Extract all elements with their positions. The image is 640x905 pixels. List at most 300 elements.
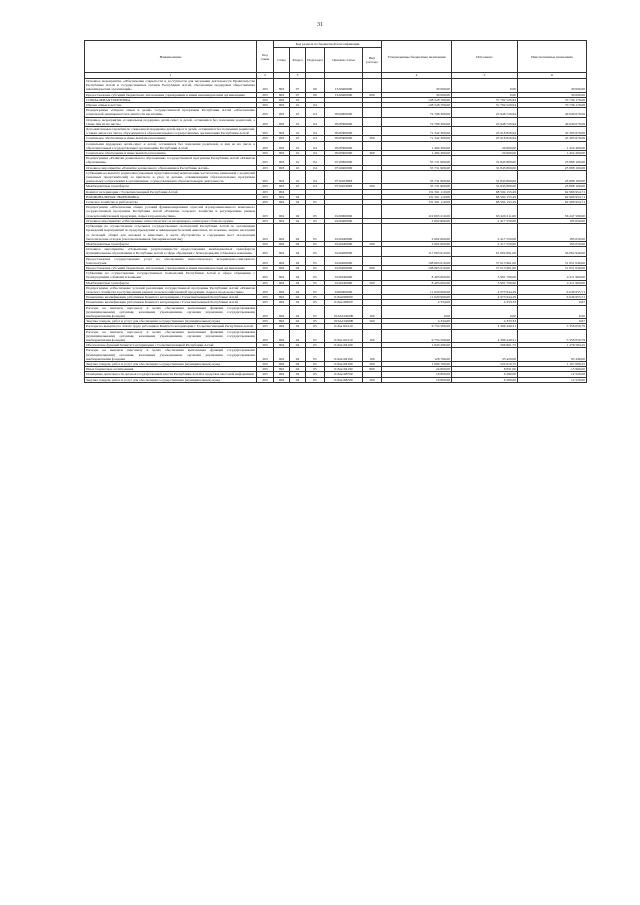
table-row — [85, 165, 587, 170]
row-rest-cell: 1 276 584,25 — [518, 343, 587, 348]
row-rest-cell: 1 454 400,00 — [518, 141, 587, 150]
row-name-cell: Основное мероприятие «Повышение результативности предоставления межбюджетных трансфертов муниципальным образованиям в Республике Алтай в сфере обращения с безнадзорными собаками и кошками» — [86, 247, 255, 256]
row-rest-cell: 185 050,00 — [518, 241, 587, 246]
row-ved-cell: 203 — [257, 265, 274, 270]
row-glava-cell: 904 — [274, 194, 290, 199]
row-plan-cell: 2 602 600,00 — [382, 241, 452, 246]
row-podrazdel-cell: 05 — [306, 348, 325, 362]
row-razdel-cell: 04 — [290, 205, 306, 219]
table-row — [85, 348, 587, 362]
row-ved-cell: 203 — [257, 271, 274, 280]
row-csr-cell: 016А10400В — [325, 319, 363, 324]
row-csr-cell: 0120200000 — [325, 265, 363, 270]
row-glava-cell: 904 — [274, 247, 290, 256]
row-csr-cell: 016А104190 — [325, 343, 363, 348]
row-name-cell: Основное мероприятие «Развитие дошкольного образования в Республике Алтай» — [85, 165, 257, 170]
row-glava-cell: 903 — [274, 184, 290, 189]
row-plan-cell: 2 602 600,00 — [382, 224, 452, 242]
row-vr-cell: 600 — [363, 92, 382, 97]
row-ved-cell: 203 — [257, 241, 274, 246]
header-rest: Неисполненные назначения — [518, 41, 587, 73]
row-podrazdel-cell: 05 — [306, 224, 325, 242]
row-csr-cell: 0520300000 — [325, 141, 363, 150]
table-row — [85, 156, 587, 165]
row-glava-cell: 904 — [274, 329, 290, 343]
row-name-cell: Основное мероприятие «Обеспечение эпизоотического и ветеринарно-санитарного благополучия» — [85, 218, 257, 223]
index-cell: 5 — [452, 73, 518, 79]
row-csr-cell: 0120000000 — [325, 205, 363, 219]
row-podrazdel-cell: 05 — [306, 200, 325, 205]
row-name-cell: Дополнительные гарантии по социальной поддержке детей-сирот и детей, оставшихся без попечения родителей, а также лиц из их числа, обучающихся в образовательных государственных организациях Республики Алтай — [86, 127, 255, 136]
row-ved-cell: 203 — [257, 205, 274, 219]
row-rest-cell: 45 393 679,06 — [518, 127, 587, 136]
row-rest-cell: 45 393 679,06 — [518, 136, 587, 141]
row-vr-cell: 200 — [363, 319, 382, 324]
header-fact: Исполнено — [452, 41, 518, 73]
row-razdel-cell: 10 — [290, 108, 306, 117]
row-rest-cell: 51 651 049,00 — [518, 256, 587, 265]
row-plan-cell: 9 754 500,00 — [382, 324, 452, 329]
row-glava-cell: 904 — [274, 343, 290, 348]
row-razdel-cell: 10 — [290, 103, 306, 108]
row-rest-cell: 23 888 100,00 — [518, 170, 587, 184]
row-glava-cell: 904 — [274, 241, 290, 246]
row-ved-cell: 203 — [257, 224, 274, 242]
row-csr-cell: 0520300000 — [325, 136, 363, 141]
row-razdel-cell: 04 — [290, 200, 306, 205]
row-fact-cell: 566 861,75 — [452, 343, 518, 348]
row-razdel-cell: 04 — [290, 218, 306, 223]
row-name-cell: Охрана семьи и детства — [85, 103, 257, 108]
row-name-cell: Основное мероприятие «Социальная поддержка детей-сирот и детей, оставшихся без попечения родителей, а также лиц из их числа» — [86, 117, 255, 126]
row-vr-cell: 300 — [363, 136, 382, 141]
row-plan-cell: 9 754 500,00 — [382, 329, 452, 343]
row-glava-cell: 903 — [274, 117, 290, 126]
row-name-cell: Сельское хозяйство и рыболовство — [85, 200, 257, 205]
row-plan-cell: 55 731 900,00 — [382, 156, 452, 165]
row-fact-cell: 35 420,00 — [452, 348, 518, 362]
row-fact-cell: 8 831,00 — [452, 367, 518, 372]
row-csr-cell: 0520300000 — [325, 127, 363, 136]
row-podrazdel-cell: 04 — [306, 136, 325, 141]
row-podrazdel-cell: 05 — [306, 361, 325, 366]
row-vr-cell: 800 — [363, 367, 382, 372]
row-plan-cell: 128 528 700,00 — [382, 97, 452, 102]
row-razdel-cell: 04 — [290, 265, 306, 270]
row-ved-cell: 203 — [257, 300, 274, 305]
row-ved-cell: 203 — [257, 103, 274, 108]
row-vr-cell — [363, 285, 382, 294]
row-fact-cell: 25 948 720,94 — [452, 117, 518, 126]
row-glava-cell: 803 — [274, 92, 290, 97]
row-csr-cell: 016А10400В — [325, 305, 363, 319]
row-rest-cell: 1 454 400,00 — [518, 151, 587, 156]
row-fact-cell: 31 843 800,00 — [452, 170, 518, 184]
row-fact-cell: 3 991 700,00 — [452, 280, 518, 285]
row-rest-cell: 46 849 079,06 — [518, 117, 587, 126]
table-row — [85, 265, 587, 270]
row-glava-cell: 904 — [274, 295, 290, 300]
row-rest-cell: 23 888 100,00 — [518, 165, 587, 170]
row-name-cell: Межбюджетные трансферты — [85, 184, 257, 189]
row-fact-cell: 4 333,33 — [452, 319, 518, 324]
table-row — [85, 285, 587, 294]
row-name-cell: Комитет ветеринарии с Госветинспекцией Республики Алтай — [85, 189, 257, 194]
row-ved-cell: 203 — [257, 343, 274, 348]
row-plan-cell: 55 731 900,00 — [382, 165, 452, 170]
row-razdel-cell: 10 — [290, 117, 306, 126]
table-row — [85, 324, 587, 329]
row-ved-cell: 203 — [257, 280, 274, 285]
row-vr-cell — [363, 271, 382, 280]
row-glava-cell: 904 — [274, 300, 290, 305]
row-razdel-cell: 10 — [290, 151, 306, 156]
row-fact-cell: 2 417 550,00 — [452, 224, 518, 242]
table-row — [85, 108, 587, 117]
table-row — [85, 224, 587, 242]
row-podrazdel-cell: 05 — [306, 300, 325, 305]
row-name-cell: Предоставление субсидий бюджетным, автономным учреждениям и иным некоммерческим организациям — [85, 265, 257, 270]
row-glava-cell: 903 — [274, 97, 290, 102]
row-glava-cell: 903 — [274, 151, 290, 156]
row-csr-cell: 016А000000 — [325, 295, 363, 300]
row-csr-cell: 016А104190 — [325, 367, 363, 372]
row-plan-cell: 117 063 610,00 — [382, 247, 452, 256]
row-vr-cell — [363, 127, 382, 136]
row-razdel-cell: 04 — [290, 343, 306, 348]
row-csr-cell: 0710000000 — [325, 156, 363, 165]
row-razdel-cell: 04 — [290, 194, 306, 199]
row-plan-cell: 24 800,00 — [382, 367, 452, 372]
row-razdel-cell: 10 — [290, 184, 306, 189]
row-name-cell: Межбюджетные трансферты — [85, 241, 257, 246]
table-row — [85, 170, 587, 184]
row-fact-cell: 4 396 449,21 — [452, 324, 518, 329]
row-csr-cell: 0120240990 — [325, 280, 363, 285]
row-plan-cell: 30 000,00 — [382, 92, 452, 97]
row-plan-cell: 18 800,00 — [382, 372, 452, 377]
row-fact-cell: 0,00 — [452, 79, 518, 93]
row-glava-cell: 903 — [274, 165, 290, 170]
row-fact-cell: 0,00 — [452, 92, 518, 97]
header-csr: Целевая статья — [325, 48, 363, 73]
row-plan-cell: 11 629 900,00 — [382, 285, 452, 294]
row-ved-cell: 203 — [257, 372, 274, 377]
row-fact-cell: 4 973 944,29 — [452, 285, 518, 294]
row-razdel-cell: 10 — [290, 127, 306, 136]
row-ved-cell: 203 — [257, 117, 274, 126]
row-plan-cell: 4 334,00 — [382, 300, 452, 305]
row-razdel-cell: 04 — [290, 329, 306, 343]
row-razdel-cell: 04 — [290, 300, 306, 305]
row-vr-cell — [363, 256, 382, 265]
row-fact-cell: 68 594 155,29 — [452, 200, 518, 205]
row-fact-cell: 31 843 800,00 — [452, 184, 518, 189]
row-razdel-cell: 04 — [290, 361, 306, 366]
row-csr-cell: 0160000000 — [325, 285, 363, 294]
row-podrazdel-cell: 04 — [306, 151, 325, 156]
row-ved-cell: 203 — [257, 367, 274, 372]
row-glava-cell: 903 — [274, 108, 290, 117]
row-ved-cell: 203 — [257, 361, 274, 366]
table-row — [85, 92, 587, 97]
row-fact-cell: 57 792 520,94 — [452, 103, 518, 108]
row-glava-cell: 904 — [274, 377, 290, 382]
header-ved: Код главы — [257, 41, 274, 73]
header-razdel: Раздел — [290, 48, 306, 73]
row-glava-cell: 903 — [274, 141, 290, 150]
table-row — [85, 151, 587, 156]
row-csr-cell: 0120200000 — [325, 247, 363, 256]
row-rest-cell: 0,00 — [518, 305, 587, 319]
row-glava-cell: 903 — [274, 156, 290, 165]
row-rest-cell: 62 966 954,71 — [518, 189, 587, 194]
row-rest-cell: 1 167 089,25 — [518, 361, 587, 366]
row-podrazdel-cell: 04 — [306, 141, 325, 150]
row-plan-cell: 8 403 600,00 — [382, 280, 452, 285]
table-row — [85, 136, 587, 141]
row-podrazdel-cell: 05 — [306, 247, 325, 256]
row-rest-cell: 23 888 100,00 — [518, 184, 587, 189]
row-glava-cell: 904 — [274, 280, 290, 285]
table-row — [85, 319, 587, 324]
row-name-cell: Расходы на выплаты по оплате труда работников Комитета ветеринарии с Госветинспекцией Республики Алтай — [85, 324, 257, 329]
row-plan-cell: 11 629 900,00 — [382, 295, 452, 300]
row-fact-cell: 25 918 820,94 — [452, 127, 518, 136]
table-row — [85, 218, 587, 223]
row-podrazdel-cell: 05 — [306, 265, 325, 270]
row-rest-cell: 30 000,00 — [518, 79, 587, 93]
row-rest-cell: 0,67 — [518, 300, 587, 305]
row-ved-cell: 203 — [257, 127, 274, 136]
row-ved-cell: 203 — [257, 92, 274, 97]
row-plan-cell: 2 602 600,00 — [382, 218, 452, 223]
row-rest-cell: 12 520,00 — [518, 372, 587, 377]
row-glava-cell: 904 — [274, 348, 290, 362]
row-csr-cell: 0710453893 — [325, 184, 363, 189]
row-name-cell: Повышение квалификации работников Комитета ветеринарии с Госветинспекцией Республики Алтай — [85, 300, 257, 305]
row-rest-cell: 70 736 179,06 — [518, 103, 587, 108]
row-name-cell: Повышение квалификации работников Комитета ветеринарии с Госветинспекцией Республики Алтай — [85, 295, 257, 300]
row-ved-cell: 203 — [257, 151, 274, 156]
row-ved-cell: 203 — [257, 218, 274, 223]
table-body — [85, 79, 587, 383]
row-rest-cell: 62 966 954,71 — [518, 194, 587, 199]
row-ved-cell: 203 — [257, 136, 274, 141]
row-glava-cell: 904 — [274, 271, 290, 280]
row-vr-cell: 100 — [363, 348, 382, 362]
row-vr-cell: 500 — [363, 241, 382, 246]
row-vr-cell: 500 — [363, 184, 382, 189]
row-rest-cell: 0,67 — [518, 319, 587, 324]
row-name-cell: Субвенции на осуществление отдельных государственных полномочий Республики Алтай по организации проведения мероприятий по предупреждению и ликвидации болезней животных, их лечению, защите населения от болезней, общих для человека и животных, в части обустройства и содержания мест захоронения биологических отходов (скотомогильников, биотермических ям) — [86, 224, 255, 241]
row-ved-cell: 203 — [257, 194, 274, 199]
row-vr-cell — [363, 156, 382, 165]
row-razdel-cell: 04 — [290, 256, 306, 265]
row-podrazdel-cell: 04 — [306, 165, 325, 170]
row-rest-cell: 93 346,00 — [518, 348, 587, 362]
row-ved-cell: 203 — [257, 285, 274, 294]
table-row — [85, 300, 587, 305]
row-glava-cell: 904 — [274, 218, 290, 223]
row-rest-cell: 62 966 954,71 — [518, 200, 587, 205]
row-plan-cell: 0,00 — [382, 305, 452, 319]
row-razdel-cell: 04 — [290, 295, 306, 300]
row-name-cell: Основное мероприятие «Обеспечение открытости и доступности для населения деятельности Правительства Республики Алтай и государственных органов Республики Алтай, обеспечение поддержки общественных некоммерческих организаций» — [86, 79, 255, 92]
row-csr-cell: 016А104190 — [325, 348, 363, 362]
row-rest-cell: 46 849 079,06 — [518, 108, 587, 117]
row-name-cell: НАЦИОНАЛЬНАЯ ЭКОНОМИКА — [85, 194, 257, 199]
row-csr-cell: 1520400000 — [325, 92, 363, 97]
header-name: Наименование — [85, 41, 257, 73]
row-csr-cell: 0120440990 — [325, 224, 363, 242]
row-vr-cell — [363, 224, 382, 242]
row-glava-cell: 904 — [274, 305, 290, 319]
row-csr-cell: 0520000000 — [325, 108, 363, 117]
row-glava-cell: 904 — [274, 265, 290, 270]
row-razdel-cell: 04 — [290, 348, 306, 362]
row-razdel-cell: 10 — [290, 97, 306, 102]
row-csr-cell: 016А108700 — [325, 372, 363, 377]
row-csr-cell: 016А104110 — [325, 329, 363, 343]
row-ved-cell: 203 — [257, 170, 274, 184]
row-ved-cell: 203 — [257, 377, 274, 382]
row-plan-cell: 1 843 296,00 — [382, 343, 452, 348]
row-fact-cell: 29 900,00 — [452, 151, 518, 156]
row-name-cell: Социальная поддержка детей-сирот и детей, оставшихся без попечения родителей, и лиц из их числа в образовательных государственных организациях Республики Алтай — [86, 141, 255, 150]
row-rest-cell: 70 736 179,06 — [518, 97, 587, 102]
row-csr-cell: 016А104190 — [325, 361, 363, 366]
row-razdel-cell: 04 — [290, 247, 306, 256]
row-csr-cell: 016А100000 — [325, 300, 363, 305]
row-podrazdel-cell: 05 — [306, 329, 325, 343]
row-fact-cell: 4 973 944,29 — [452, 295, 518, 300]
row-razdel-cell: 07 — [290, 79, 306, 93]
row-name-cell: Закупка товаров, работ и услуг для обеспечения государственных (муниципальных) нужд — [85, 361, 257, 366]
row-razdel-cell: 04 — [290, 241, 306, 246]
row-name-cell: СОЦИАЛЬНАЯ ПОЛИТИКА — [85, 97, 257, 102]
table-row — [85, 247, 587, 256]
row-podrazdel-cell: 09 — [306, 79, 325, 93]
row-razdel-cell: 10 — [290, 141, 306, 150]
row-name-cell: Подпрограмма «Охрана семьи и детей» государственной программы Республики Алтай «Обеспечение социальной защищенности и занятости населения» — [86, 108, 255, 117]
row-vr-cell: 100 — [363, 305, 382, 319]
row-ved-cell: 203 — [257, 329, 274, 343]
row-razdel-cell: 04 — [290, 372, 306, 377]
index-cell: 2 — [257, 73, 274, 79]
row-name-cell: Расходы на выплаты персоналу в целях обеспечения выполнения функций государственными (муниципальными) органами, казенными учреждениями, органами управления государственными внебюджетными фондами — [86, 348, 255, 361]
row-podrazdel-cell: 05 — [306, 305, 325, 319]
row-ved-cell: 203 — [257, 165, 274, 170]
row-razdel-cell: 04 — [290, 319, 306, 324]
row-rest-cell: 4 411 900,00 — [518, 271, 587, 280]
row-csr-cell: 0120240990 — [325, 271, 363, 280]
row-name-cell: Освещение деятельности органов государственной власти Республики Алтай в средствах массовой информации — [85, 372, 257, 377]
row-vr-cell — [363, 141, 382, 150]
row-ved-cell: 203 — [257, 141, 274, 150]
row-name-cell: Расходы на выплаты персоналу в целях обеспечения выполнения функций государственными (муниципальными) органами, казенными учреждениями, органами управления государственными внебюджетными фондами — [86, 305, 255, 318]
row-fact-cell: 68 594 155,29 — [452, 189, 518, 194]
row-plan-cell: 72 798 300,00 — [382, 108, 452, 117]
row-plan-cell: 1 484 300,00 — [382, 141, 452, 150]
row-razdel-cell: 10 — [290, 156, 306, 165]
row-name-cell: Социальное обеспечение и иные выплаты населению — [85, 151, 257, 156]
row-razdel-cell: 04 — [290, 280, 306, 285]
row-glava-cell: 904 — [274, 189, 290, 194]
row-plan-cell: 128 766,00 — [382, 348, 452, 362]
row-vr-cell: 300 — [363, 151, 382, 156]
row-glava-cell: 904 — [274, 372, 290, 377]
row-rest-cell: 15 969,00 — [518, 367, 587, 372]
row-podrazdel-cell: 04 — [306, 108, 325, 117]
row-fact-cell: 6 280,00 — [452, 372, 518, 377]
table-row — [85, 271, 587, 280]
row-ved-cell: 203 — [257, 97, 274, 102]
row-ved-cell: 203 — [257, 305, 274, 319]
row-razdel-cell: 04 — [290, 324, 306, 329]
row-glava-cell: 904 — [274, 224, 290, 242]
row-name-cell: Иные бюджетные ассигнования — [85, 367, 257, 372]
row-vr-cell — [363, 79, 382, 93]
row-plan-cell: 30 000,00 — [382, 79, 452, 93]
row-rest-cell: 185 050,00 — [518, 218, 587, 223]
table-row — [85, 295, 587, 300]
table-header — [85, 41, 587, 79]
row-name-cell: Подпрограмма «Развитие дошкольного образования» государственной программы Республики Алтай «Развитие образования» — [86, 156, 255, 165]
row-podrazdel-cell: 05 — [306, 367, 325, 372]
row-name-cell: Закупка товаров, работ и услуг для обеспечения государственных (муниципальных) нужд — [85, 377, 257, 382]
row-podrazdel-cell: 04 — [306, 170, 325, 184]
table-row — [85, 361, 587, 366]
row-podrazdel-cell: 05 — [306, 377, 325, 382]
row-vr-cell — [363, 170, 382, 184]
table-row — [85, 117, 587, 126]
index-cell: 1 — [85, 73, 257, 79]
index-cell: 6 — [518, 73, 587, 79]
row-podrazdel-cell: 05 — [306, 280, 325, 285]
row-vr-cell — [363, 205, 382, 219]
row-podrazdel-cell: 04 — [306, 103, 325, 108]
row-razdel-cell: 04 — [290, 285, 306, 294]
row-podrazdel-cell: 05 — [306, 324, 325, 329]
row-plan-cell: 1 484 300,00 — [382, 151, 452, 156]
row-fact-cell: 57 013 961,00 — [452, 256, 518, 265]
row-plan-cell: 131 561 110,00 — [382, 189, 452, 194]
row-csr-cell: 1520400000 — [325, 79, 363, 93]
row-glava-cell: 904 — [274, 285, 290, 294]
row-name-cell: Социальное обеспечение и иные выплаты населению — [85, 136, 257, 141]
row-podrazdel-cell: 04 — [306, 117, 325, 126]
row-name-cell: Субвенции на выплату родителям (законным представителям) компенсации части платы, взимаемой с родителей (законных представителей) за присмотр и уход за детьми, осваивающими образовательные программы дошкольного образования в организациях, осуществляющих образовательную деятельность — [86, 170, 255, 184]
row-podrazdel-cell: 05 — [306, 372, 325, 377]
row-plan-cell: 71 342 300,00 — [382, 127, 452, 136]
row-fact-cell: 31 843 800,00 — [452, 156, 518, 165]
row-fact-cell: 57 013 961,00 — [452, 265, 518, 270]
row-plan-cell: 55 731 900,00 — [382, 170, 452, 184]
row-vr-cell: 100 — [363, 329, 382, 343]
row-vr-cell — [363, 247, 382, 256]
row-podrazdel-cell: 05 — [306, 285, 325, 294]
row-glava-cell: 904 — [274, 200, 290, 205]
row-vr-cell: 200 — [363, 377, 382, 382]
row-glava-cell: 904 — [274, 361, 290, 366]
row-plan-cell: 108 663 010,00 — [382, 265, 452, 270]
row-fact-cell: 4 333,33 — [452, 300, 518, 305]
row-ved-cell: 203 — [257, 247, 274, 256]
row-razdel-cell: 10 — [290, 170, 306, 184]
row-podrazdel-cell: 05 — [306, 271, 325, 280]
row-rest-cell: 185 050,00 — [518, 224, 587, 242]
